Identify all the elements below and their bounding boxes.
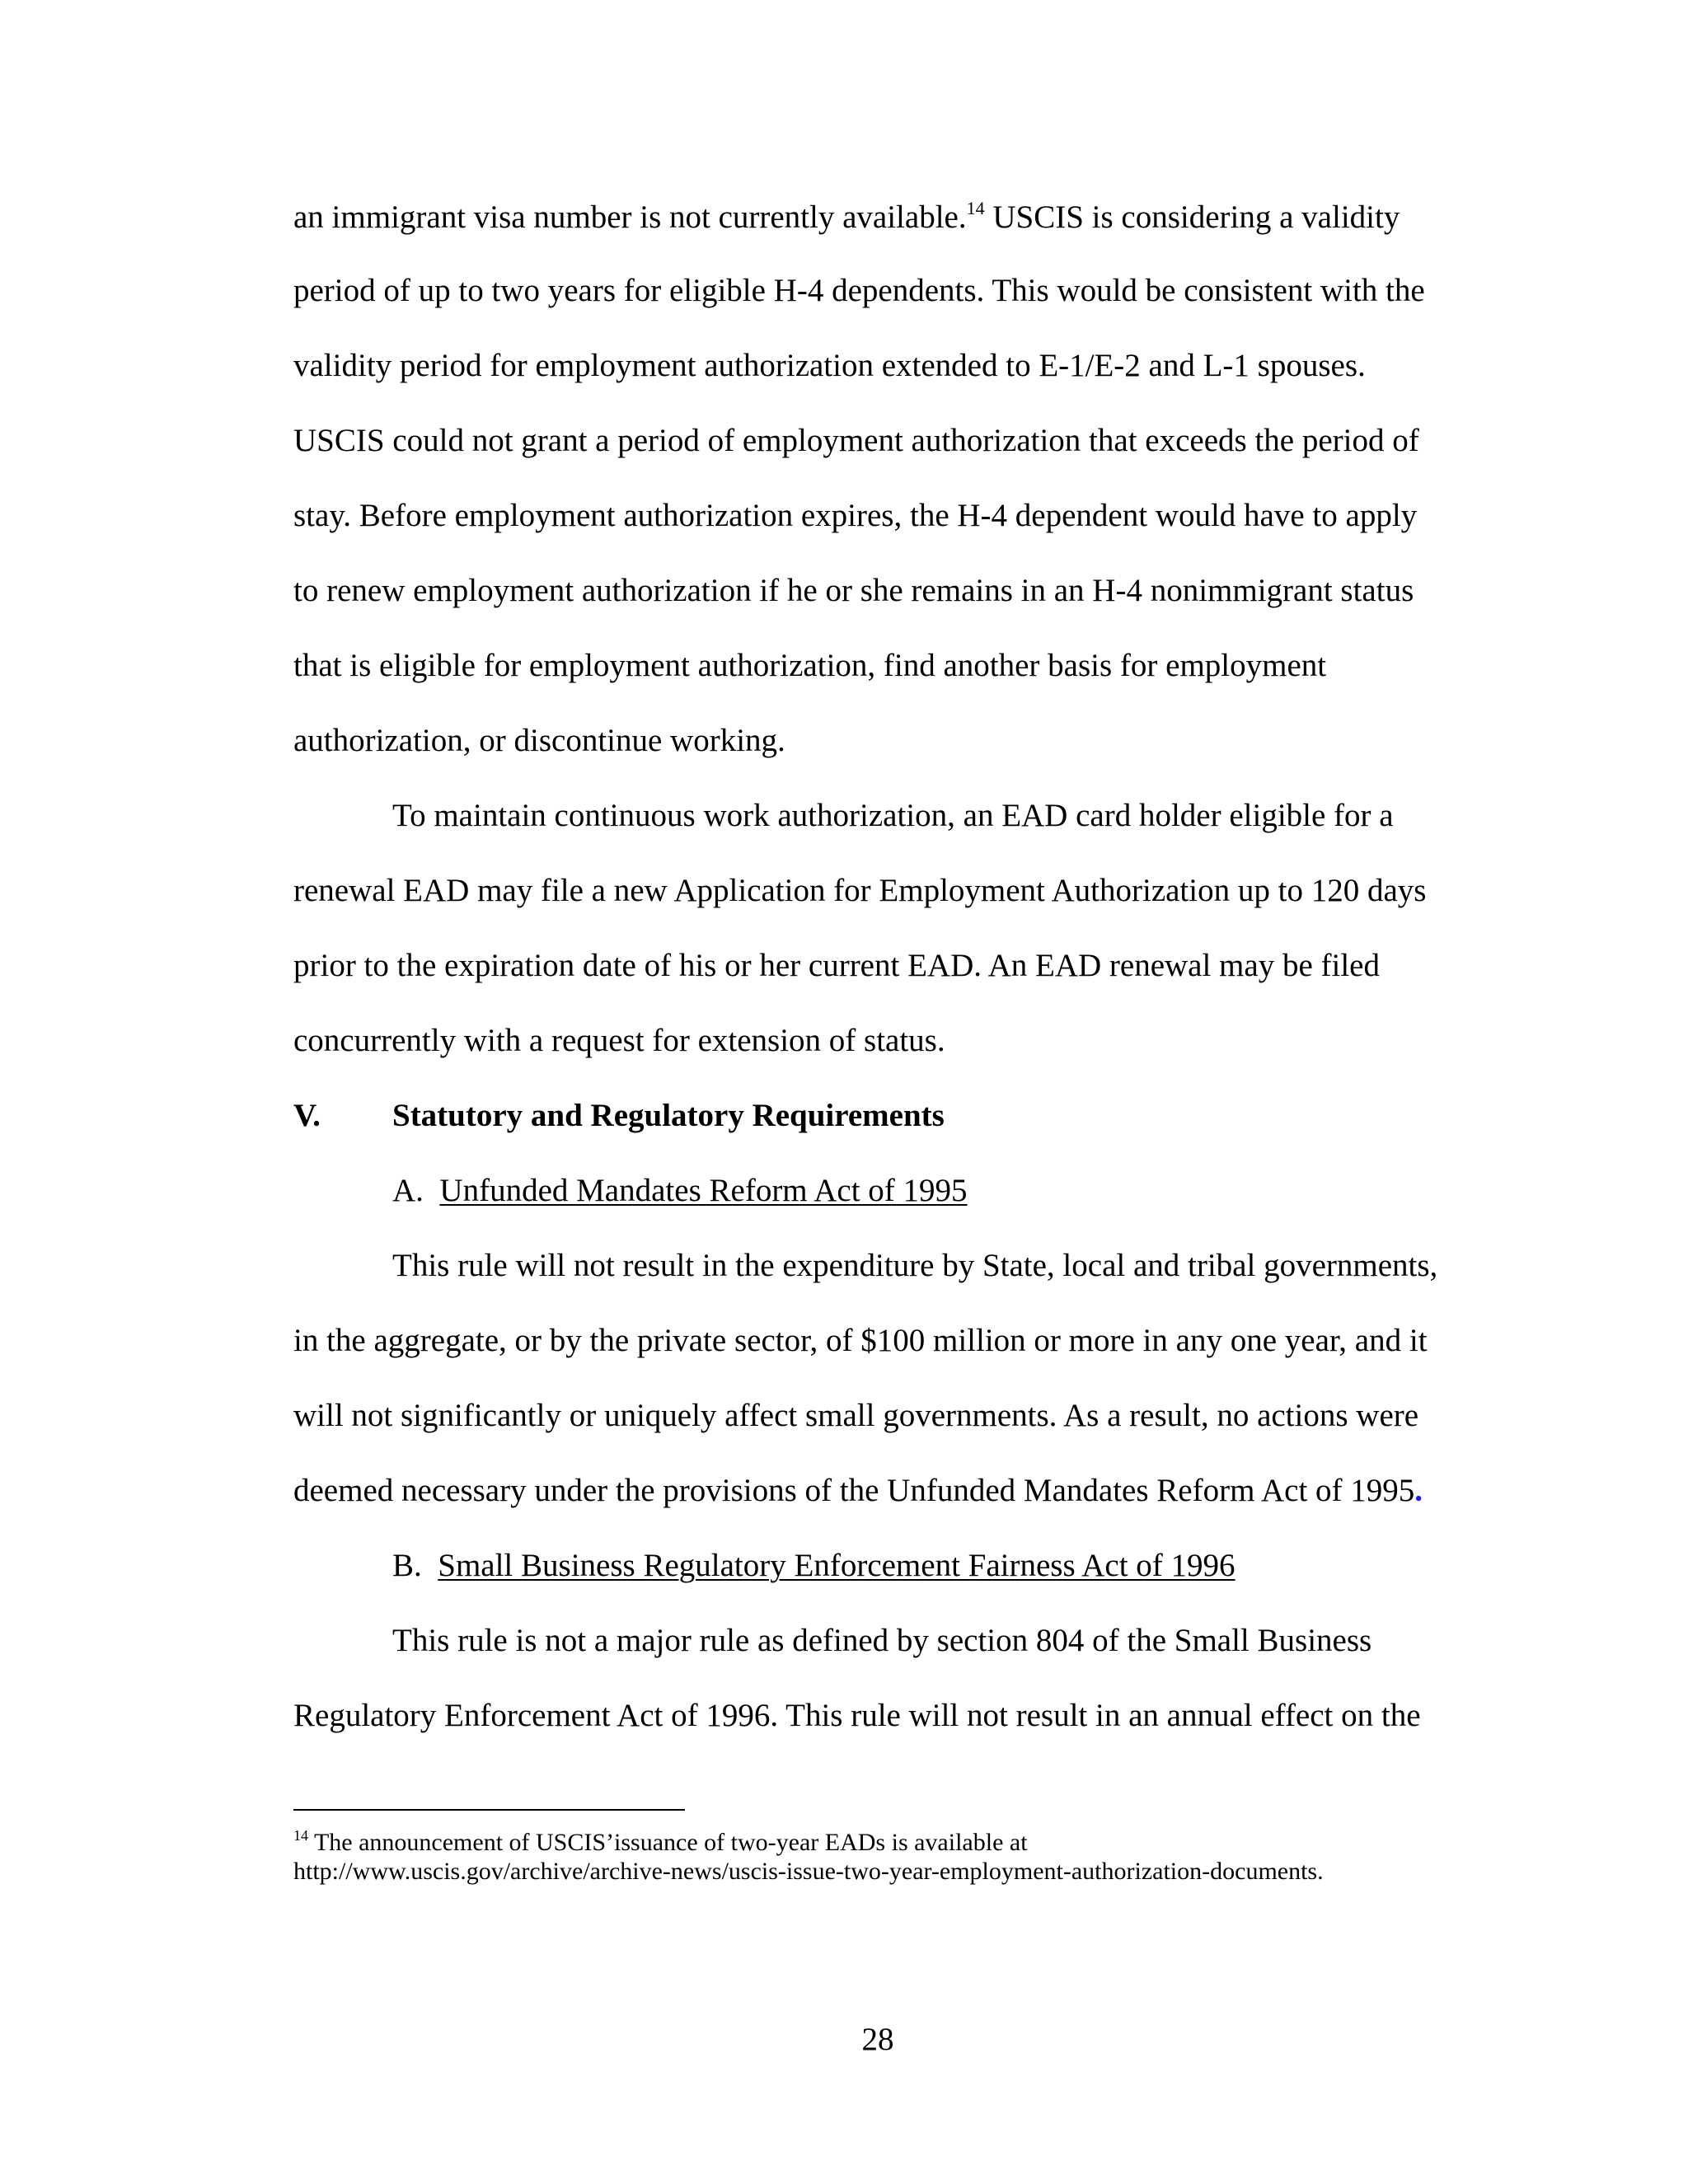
section-heading <box>293 1099 945 1132</box>
body-line-6: to renew employment authorization if he or she remains in an H-4 nonimmigrant status <box>293 573 1414 608</box>
footnote-text: The announcement of USCIS’issuance of two-year EADs is available at <box>308 1829 1028 1856</box>
footnote-reference[interactable]: 14 <box>966 198 985 218</box>
subsection-a-prefix: A. <box>392 1173 424 1208</box>
subsection-a-line-2: in the aggregate, or by the private sector, of $100 million or more in any one year, and it <box>293 1323 1428 1358</box>
section-title: Statutory and Regulatory Requirements <box>392 1098 945 1133</box>
subsection-b-line-1: This rule is not a major rule as defined by section 804 of the Small Business <box>392 1623 1372 1658</box>
body-line-9: To maintain continuous work authorization, an EAD card holder eligible for a <box>392 798 1394 833</box>
body-line-4: USCIS could not grant a period of employment authorization that exceeds the period of <box>293 423 1419 458</box>
footnote-url[interactable]: http://www.uscis.gov/archive/archive-news/uscis-issue-two-year-employment-authorization-documents. <box>293 1858 1324 1885</box>
subsection-a-line-1: This rule will not result in the expenditure by State, local and tribal governments, <box>392 1248 1438 1283</box>
body-line-11: prior to the expiration date of his or her current EAD. An EAD renewal may be filed <box>293 948 1380 983</box>
blue-period: . <box>1414 1473 1423 1508</box>
section-number: V. <box>293 1098 321 1133</box>
body-line-5: stay. Before employment authorization expires, the H-4 dependent would have to apply <box>293 498 1418 533</box>
subsection-b-title: Small Business Regulatory Enforcement Fairness Act of 1996 <box>438 1548 1236 1583</box>
body-text: an immigrant visa number is not currently available. <box>293 199 967 235</box>
subsection-b-heading <box>392 1549 1236 1582</box>
footnote-line-1 <box>293 1828 1028 1855</box>
body-line-1 <box>293 199 1400 233</box>
body-line-3: validity period for employment authorization extended to E-1/E-2 and L-1 spouses. <box>293 348 1366 383</box>
subsection-a-title: Unfunded Mandates Reform Act of 1995 <box>439 1173 968 1208</box>
body-line-12: concurrently with a request for extension of status. <box>293 1023 945 1058</box>
body-line-7: that is eligible for employment authorization, find another basis for employment <box>293 648 1327 683</box>
subsection-b-line-2: Regulatory Enforcement Act of 1996. This rule will not result in an annual effect on the <box>293 1698 1421 1733</box>
body-line-2: period of up to two years for eligible H-4 dependents. This would be consistent with the <box>293 273 1425 308</box>
subsection-a-line-4 <box>293 1474 1423 1507</box>
subsection-b-prefix: B. <box>392 1548 422 1583</box>
body-text: USCIS is considering a validity <box>984 199 1400 235</box>
footnote-divider <box>293 1809 685 1811</box>
page-number: 28 <box>861 2022 894 2057</box>
subsection-a-heading <box>392 1174 968 1207</box>
footnote-number: 14 <box>293 1827 308 1844</box>
body-text: deemed necessary under the provisions of the Unfunded Mandates Reform Act of 1995 <box>293 1473 1415 1508</box>
body-line-8: authorization, or discontinue working. <box>293 723 785 758</box>
body-line-10: renewal EAD may file a new Application for Employment Authorization up to 120 days <box>293 873 1427 908</box>
subsection-a-line-3: will not significantly or uniquely affect small governments. As a result, no actions were <box>293 1398 1419 1433</box>
